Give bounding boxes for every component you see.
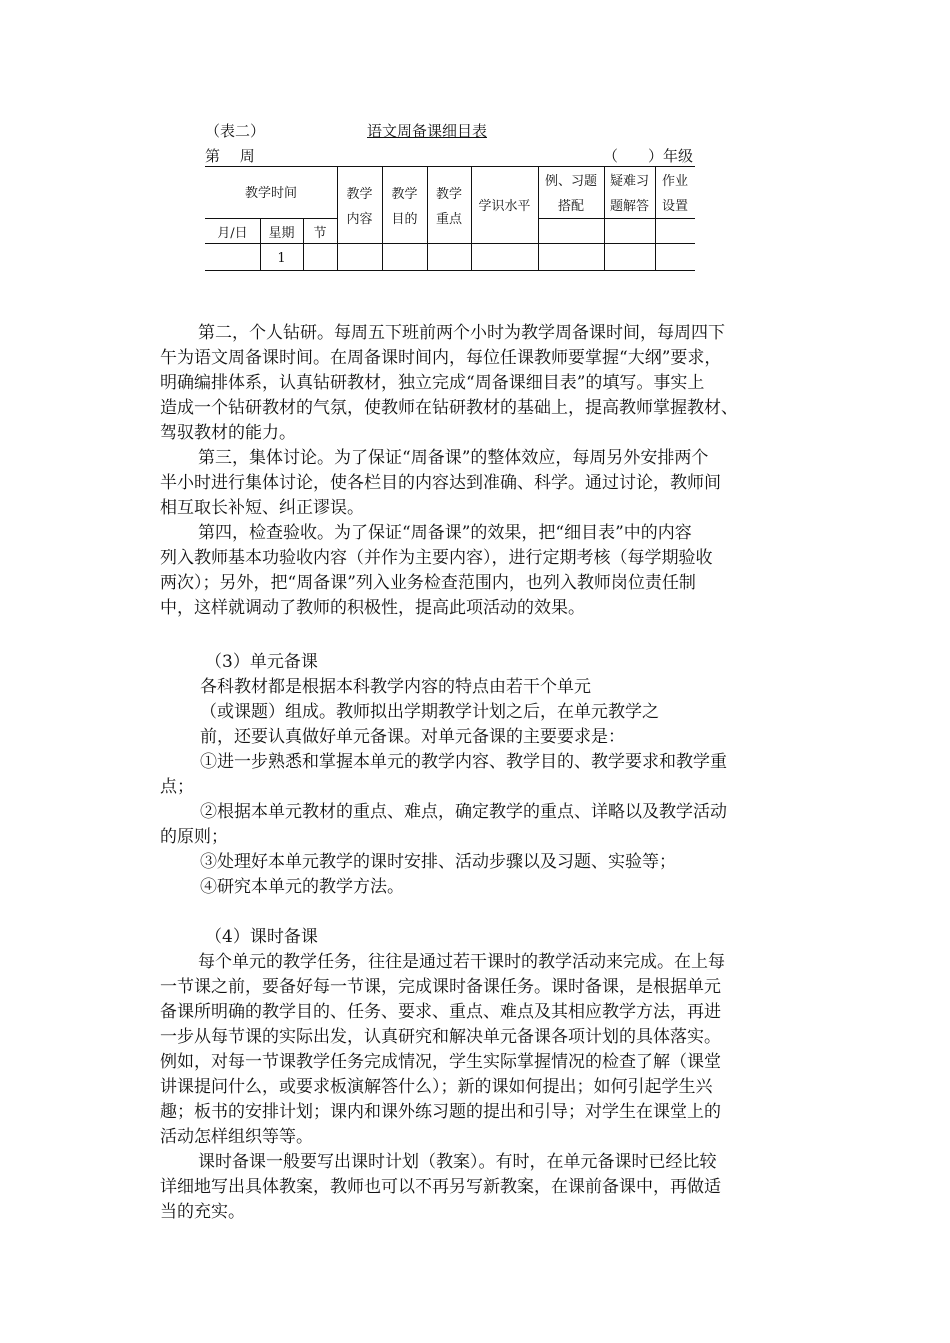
header-difficult-line2: 题解答: [609, 199, 649, 214]
header-goal-line2: 目的: [391, 212, 418, 227]
section-heading: （3）单元备课: [205, 652, 318, 672]
weekly-prep-table: [205, 166, 695, 272]
week-label: 第 周: [205, 147, 255, 165]
grade-label: （ ）年级: [602, 147, 693, 165]
paragraph-line: 讲课提问什么，或要求板演解答什么）；新的课如何提出；如何引起学生兴: [160, 1077, 713, 1097]
table-rule-top: [205, 166, 695, 167]
paragraph-line: 列入教师基本功验收内容（并作为主要内容），进行定期考核（每学期验收: [160, 548, 713, 568]
paragraph-line: 前，还要认真做好单元备课。对单元备课的主要要求是：: [200, 727, 625, 747]
paragraph-line: 造成一个钻研教材的气氛，使教师在钻研教材的基础上，提高教师掌握教材、: [160, 398, 738, 418]
paragraph-line: 各科教材都是根据本科教学内容的特点由若干个单元: [200, 677, 591, 697]
header-knowledge-level: 学识水平: [478, 199, 531, 214]
section-heading: （4）课时备课: [205, 927, 318, 947]
header-homework-line1: 作业: [661, 174, 688, 189]
paragraph-line: ①进一步熟悉和掌握本单元的教学内容、教学目的、教学要求和教学重: [200, 752, 727, 772]
paragraph-line: ②根据本单元教材的重点、难点，确定教学的重点、详略以及教学活动: [200, 802, 727, 822]
paragraph-line: 备课所明确的教学目的、任务、要求、重点、难点及其相应教学方法，再进: [160, 1002, 721, 1022]
paragraph-line: 一节课之前，要备好每一节课，完成课时备课任务。课时备课，是根据单元: [160, 977, 721, 997]
paragraph-line: 详细地写出具体教案，教师也可以不再另写新教案，在课前备课中，再做适: [160, 1177, 721, 1197]
paragraph-line: 半小时进行集体讨论，使各栏目的内容达到准确、科学。通过讨论，教师间: [160, 473, 721, 493]
header-homework-line2: 设置: [661, 199, 688, 214]
paragraph-line: 明确编排体系，认真钻研教材，独立完成“周备课细目表”的填写。事实上: [160, 373, 705, 393]
weekly-prep-paragraphs: [160, 321, 792, 621]
header-content-line2: 内容: [346, 212, 373, 227]
paragraph-line: 课时备课一般要写出课时计划（教案）。有时，在单元备课时已经比较: [198, 1152, 717, 1172]
header-content-line1: 教学: [346, 187, 373, 202]
paragraph-line: 当的充实。: [160, 1202, 245, 1222]
paragraph-line: 驾驭教材的能力。: [160, 423, 296, 443]
week-grade-row: [205, 145, 695, 167]
paragraph-line: 第二，个人钻研。每周五下班前两个小时为教学周备课时间，每周四下: [198, 323, 725, 343]
paragraph-line: 第三，集体讨论。为了保证“周备课”的整体效应，每周另外安排两个: [198, 448, 709, 468]
paragraph-line: （或课题）组成。教师拟出学期教学计划之后，在单元教学之: [200, 702, 659, 722]
row1-weekday: 1: [277, 251, 286, 266]
paragraph-line: 午为语文周备课时间。在周备课时间内，每位任课教师要掌握“大纲”要求，: [160, 348, 722, 368]
paragraph-line: 每个单元的教学任务，往往是通过若干课时的教学活动来完成。在上每: [198, 952, 725, 972]
paragraph-line: 第四，检查验收。为了保证“周备课”的效果，把“细目表”中的内容: [198, 523, 692, 543]
lesson-prep-section: [160, 925, 792, 1225]
paragraph-line: 例如，对每一节课教学任务完成情况，学生实际掌握情况的检查了解（课堂: [160, 1052, 721, 1072]
header-section: 节: [313, 226, 327, 241]
table-label: （表二）: [205, 122, 266, 140]
header-exercise-line2: 搭配: [557, 199, 584, 214]
paragraph-line: ④研究本单元的教学方法。: [200, 877, 404, 897]
header-focus-line2: 重点: [435, 212, 462, 227]
paragraph-line: 中，这样就调动了教师的积极性，提高此项活动的效果。: [160, 598, 585, 618]
header-month-day: 月/日: [217, 226, 248, 241]
header-weekday: 星期: [268, 226, 295, 241]
header-goal-line1: 教学: [391, 187, 418, 202]
paragraph-line: 点；: [160, 777, 194, 797]
paragraph-line: 一步从每节课的实际出发，认真研究和解决单元备课各项计划的具体落实。: [160, 1027, 721, 1047]
header-teaching-time: 教学时间: [244, 186, 297, 201]
paragraph-line: 相互取长补短、纠正谬误。: [160, 498, 364, 518]
paragraph-line: 的原则；: [160, 827, 228, 847]
paragraph-line: 活动怎样组织等等。: [160, 1127, 313, 1147]
paragraph-line: 两次）；另外，把“周备课”列入业务检查范围内，也列入教师岗位责任制: [160, 573, 696, 593]
paragraph-line: ③处理好本单元教学的课时安排、活动步骤以及习题、实验等；: [200, 852, 676, 872]
header-exercise-line1: 例、习题: [544, 174, 597, 189]
header-difficult-line1: 疑难习: [609, 174, 649, 189]
header-focus-line1: 教学: [435, 187, 462, 202]
paragraph-line: 趣；板书的安排计划；课内和课外练习题的提出和引导；对学生在课堂上的: [160, 1102, 721, 1122]
unit-prep-section: [160, 650, 792, 900]
table-rule-time-split: [205, 218, 337, 219]
table-title: 语文周备课细目表: [367, 122, 488, 140]
table-caption: [205, 120, 695, 142]
